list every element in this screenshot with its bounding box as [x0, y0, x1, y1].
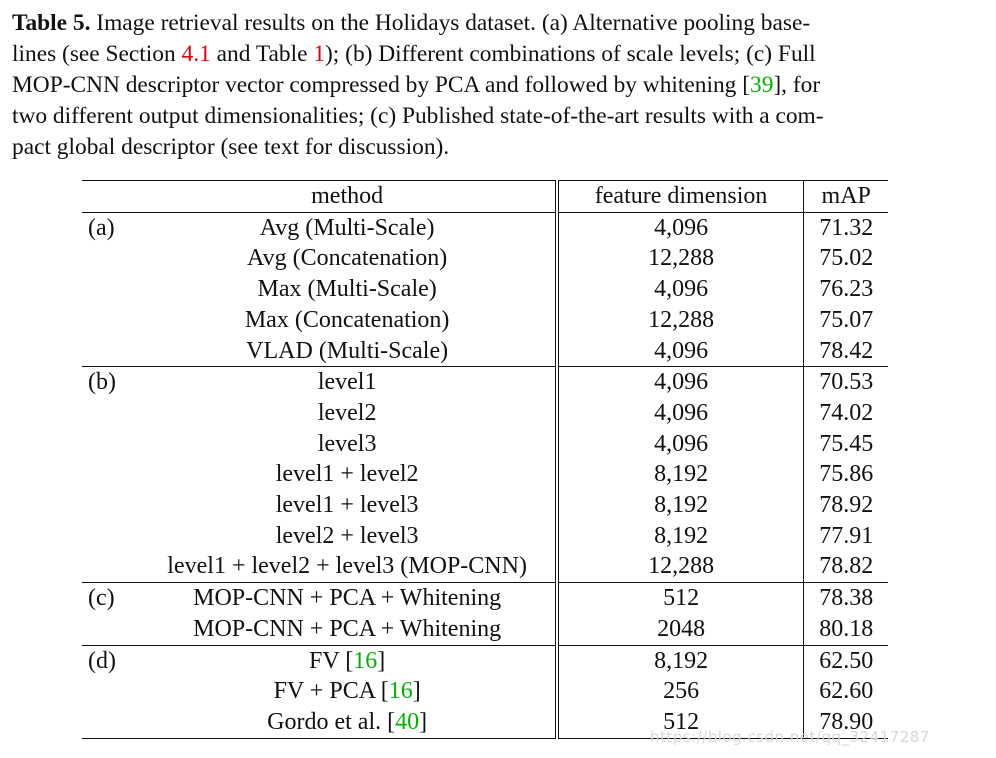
table-row: [82, 336, 888, 367]
caption-line1-text: Image retrieval results on the Holidays dataset. (a) Alternative pooling base-: [90, 10, 811, 36]
dimension-cell: 256: [557, 676, 804, 707]
dimension-cell: 4,096: [557, 212, 804, 243]
group-label: [82, 243, 140, 274]
table-row: [82, 490, 888, 521]
dimension-cell: 4,096: [557, 274, 804, 305]
watermark: https://blog.csdn.net/qq_32417287: [650, 728, 930, 746]
caption-line-1: [12, 8, 984, 39]
dimension-cell: 12,288: [557, 551, 804, 582]
map-cell: 71.32: [804, 212, 888, 243]
table-row: [82, 429, 888, 460]
table-row: [82, 459, 888, 490]
caption-line3-post: ], for: [773, 72, 821, 98]
map-cell: 76.23: [819, 276, 874, 303]
caption-line-4: two different output dimensionalities; (c) Published state-of-the-art results with a com-: [12, 103, 824, 129]
method-cell: Max (Multi-Scale): [140, 274, 557, 305]
table-body: [82, 212, 888, 738]
method-text-end: ]: [419, 708, 428, 735]
method-cell: Max (Concatenation): [140, 305, 557, 336]
method-cell: VLAD (Multi-Scale): [140, 336, 557, 367]
dimension-cell: 8,192: [557, 459, 804, 490]
caption-line2-pre: lines (see Section: [12, 41, 182, 67]
map-cell: 80.18: [819, 615, 874, 642]
method-text-end: ]: [377, 647, 386, 674]
table-row: [82, 583, 888, 614]
table-row: [82, 274, 888, 305]
method-cell: [140, 707, 557, 738]
dimension-cell: 12,288: [557, 243, 804, 274]
table-row: [82, 676, 888, 707]
group-label: [82, 707, 140, 738]
group-label: (b): [82, 367, 140, 398]
method-cell: level2: [140, 398, 557, 429]
group-label: [82, 551, 140, 582]
group-label: (a): [82, 212, 140, 243]
map-cell: 75.45: [819, 430, 874, 457]
dimension-cell: 4,096: [557, 429, 804, 460]
header-map: mAP: [804, 181, 888, 213]
header-group-cell: [82, 181, 140, 213]
table-row: [82, 398, 888, 429]
method-cell: level1 + level2: [140, 459, 557, 490]
table-row: [82, 243, 888, 274]
table-header-row: [82, 181, 888, 213]
map-cell: 78.82: [819, 553, 874, 580]
group-label: [82, 521, 140, 552]
group-label: (c): [82, 583, 140, 614]
group-label: [82, 490, 140, 521]
group-label: [82, 676, 140, 707]
caption-line3-pre: MOP-CNN descriptor vector compressed by PCA and followed by whitening [: [12, 72, 750, 98]
map-cell: 75.07: [819, 306, 874, 333]
method-text: Gordo et al. [: [267, 708, 396, 735]
citation-link[interactable]: 16: [388, 678, 413, 705]
caption-line-2: [12, 39, 984, 70]
method-cell: MOP-CNN + PCA + Whitening: [140, 583, 557, 614]
map-cell: 78.92: [819, 492, 874, 519]
method-cell: [140, 676, 557, 707]
map-cell: 75.86: [819, 461, 874, 488]
method-cell: MOP-CNN + PCA + Whitening: [140, 614, 557, 645]
map-cell: 74.02: [819, 399, 874, 426]
table-caption: [12, 8, 984, 163]
citation-link[interactable]: 40: [395, 708, 420, 735]
table-row: [82, 521, 888, 552]
method-text-end: ]: [412, 678, 421, 705]
table-row: [82, 305, 888, 336]
citation-link[interactable]: 16: [353, 647, 378, 674]
group-label: [82, 305, 140, 336]
group-label: [82, 429, 140, 460]
map-cell: 78.42: [819, 337, 874, 364]
group-label: [82, 336, 140, 367]
method-cell: level3: [140, 429, 557, 460]
dimension-cell: 12,288: [557, 305, 804, 336]
table-row: [82, 551, 888, 582]
group-label: [82, 459, 140, 490]
dimension-cell: 4,096: [557, 398, 804, 429]
caption-label: Table 5.: [12, 10, 91, 36]
dimension-cell: 512: [557, 583, 804, 614]
map-cell: 62.50: [804, 645, 888, 676]
table-ref-link[interactable]: 1: [313, 41, 326, 67]
caption-line2-post: ); (b) Different combinations of scale levels; (c) Full: [325, 41, 816, 67]
group-label: (d): [82, 645, 140, 676]
method-cell: level1 + level3: [140, 490, 557, 521]
map-cell: 78.90: [819, 708, 874, 735]
dimension-cell: 2048: [557, 614, 804, 645]
table-row: [82, 645, 888, 676]
dimension-cell: 8,192: [557, 490, 804, 521]
group-label: [82, 614, 140, 645]
caption-line2-mid: and Table: [210, 41, 314, 67]
map-cell: 70.53: [804, 367, 888, 398]
table-row: [82, 212, 888, 243]
header-dimension: feature dimension: [557, 181, 804, 213]
method-cell: [140, 645, 557, 676]
group-label: [82, 274, 140, 305]
section-ref-link[interactable]: 4.1: [181, 41, 211, 67]
method-text: FV [: [309, 647, 354, 674]
group-label: [82, 398, 140, 429]
method-cell: level2 + level3: [140, 521, 557, 552]
method-cell: level1: [140, 367, 557, 398]
method-cell: Avg (Multi-Scale): [140, 212, 557, 243]
citation-link[interactable]: 39: [750, 72, 774, 98]
method-cell: level1 + level2 + level3 (MOP-CNN): [140, 551, 557, 582]
table-row: [82, 614, 888, 645]
dimension-cell: 4,096: [557, 367, 804, 398]
header-method: method: [140, 181, 557, 213]
results-table: [82, 180, 888, 739]
dimension-cell: 512: [557, 707, 804, 738]
method-text: FV + PCA [: [273, 678, 389, 705]
map-cell: 78.38: [804, 583, 888, 614]
map-cell: 62.60: [819, 678, 874, 705]
caption-line-3: [12, 70, 984, 101]
map-cell: 75.02: [819, 245, 874, 272]
table-row: [82, 367, 888, 398]
method-cell: Avg (Concatenation): [140, 243, 557, 274]
map-cell: 77.91: [819, 522, 874, 549]
dimension-cell: 8,192: [557, 645, 804, 676]
dimension-cell: 4,096: [557, 336, 804, 367]
dimension-cell: 8,192: [557, 521, 804, 552]
caption-line-5: pact global descriptor (see text for discussion).: [12, 134, 450, 160]
